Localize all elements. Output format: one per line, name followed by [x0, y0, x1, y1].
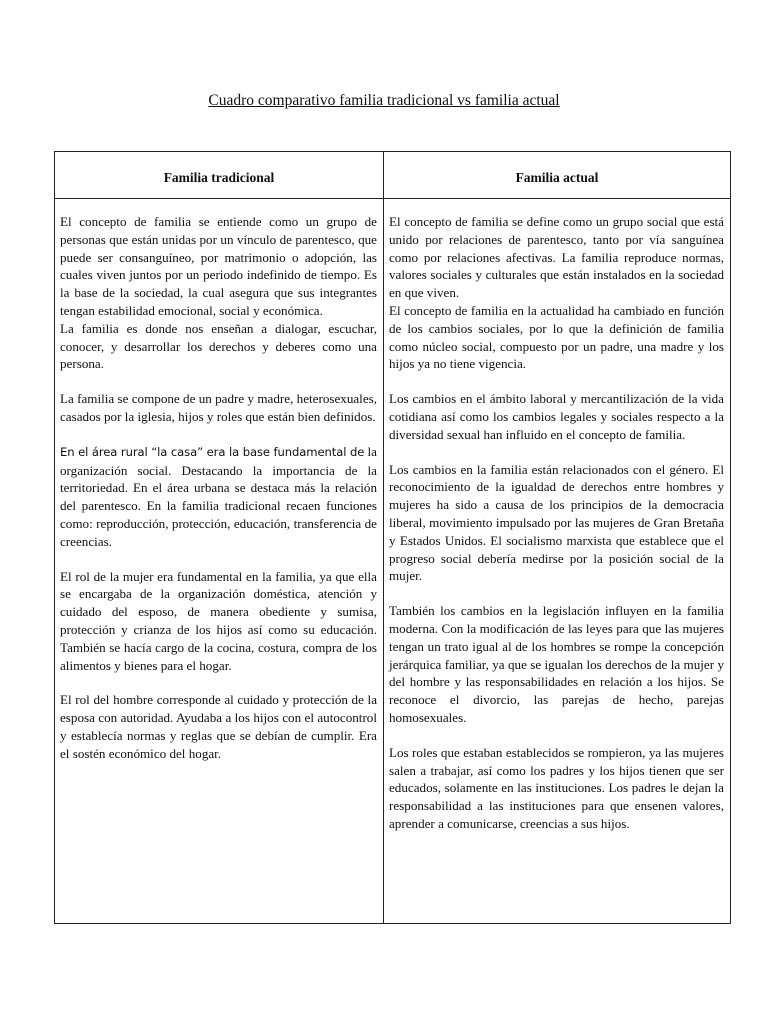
- right-paragraph-roles: Los roles que estaban establecidos se rompieron, ya las mujeres salen a trabajar, así como los padres y los hijos tienen que ser educados, solamente en las instituciones. Los padres le dejan la responsabilidad a las instituciones para que ensenen valores, aprender a comunicarse, creencias a sus hijos.: [389, 744, 724, 831]
- right-paragraph-concepto: El concepto de familia se define como un grupo social que está unido por relaciones de parentesco, tanto por vía sanguínea como por relaciones afectivas. La familia reproduce normas, valores sociales y culturales que están instalados en la sociedad en que viven.: [389, 214, 724, 301]
- right-paragraph-legislacion: También los cambios en la legislación influyen en la familia moderna. Con la modificación de las leyes para que las mujeres tengan un trato igual al de los hombres se rompe la concepción jerárquica familiar, ya que se igualan los derechos de la mujer y del hombre y las responsabilidades en relación a los hijos. Se reconoce el divorcio, las parejas de hecho, parejas homosexuales.: [389, 603, 724, 725]
- cell-familia-actual: [384, 199, 731, 924]
- right-paragraph-genero: Los cambios en la familia están relacionados con el género. El reconocimiento de la igualdad de derechos entre hombres y mujeres ha sido a causa de los principios de la democracia liberal, movimiento impulsado por las mujeres de Gran Bretaña y Estados Unidos. El socialismo marxista que establece que el progreso social debería medirse por la posición social de la mujer.: [389, 461, 724, 584]
- right-paragraph-cambio: El concepto de familia en la actualidad ha cambiado en función de los cambios sociales, por lo que la definición de familia como núcleo social, compuesto por un padre, una madre y los hijos ya no tiene vigencia.: [389, 302, 724, 372]
- cell-familia-tradicional: [55, 199, 384, 924]
- document-title: Cuadro comparativo familia tradicional vs familia actual: [208, 92, 560, 109]
- left-paragraph-rural-rest: la organización social. Destacando la importancia de la territoriedad. En el área urbana se destaca más la relación del parentesco. En la familia tradicional recaen funciones como: reproducción, protección, educación, transferencia de creencias.: [60, 443, 377, 549]
- left-paragraph-concepto: El concepto de familia se entiende como un grupo de personas que están unidas por un vínculo de parentesco, que puede ser consanguíneo, por matrimonio o adopción, las cuales viven juntos por un periodo indefinido de tiempo. Es la base de la sociedad, la cual asegura que sus integrantes tengan estabilidad emocional, social y económica.: [60, 214, 377, 318]
- header-familia-actual: Familia actual: [384, 152, 731, 199]
- table-body-row: [55, 199, 731, 924]
- left-paragraph-dialogo: La familia es donde nos enseñan a dialogar, escuchar, conocer, y desarrollar los derechos y deberes como una persona.: [60, 320, 377, 372]
- header-familia-tradicional: Familia tradicional: [55, 152, 384, 199]
- left-paragraph-rol-mujer: El rol de la mujer era fundamental en la familia, ya que ella se encargaba de la organización doméstica, atención y cuidado del esposo, de manera obediente y sumisa, protección y crianza de los hijos así como su educación. También se hacía cargo de la cocina, costura, compra de los alimentos y bienes para el hogar.: [60, 568, 377, 673]
- left-paragraph-composicion: La familia se compone de un padre y madre, heterosexuales, casados por la iglesia, hijos y roles que están bien definidos.: [60, 391, 377, 424]
- right-paragraph-laboral: Los cambios en el ámbito laboral y mercantilización de la vida cotidiana así como los cambios legales y sociales respecto a la diversidad sexual han influido en el concepto de familia.: [389, 391, 724, 442]
- table-header-row: [55, 152, 731, 199]
- left-paragraph-rol-hombre: El rol del hombre corresponde al cuidado y protección de la esposa con autoridad. Ayudaba a los hijos con el autocontrol y establecía normas y reglas que se debían de cumplir. Era el sostén económico del hogar.: [60, 692, 377, 761]
- left-paragraph-rural-line: En el área rural “la casa” era la base fundamental de: [60, 444, 365, 459]
- comparison-table: [54, 151, 731, 924]
- left-paragraph-rural-urbano: [60, 443, 377, 551]
